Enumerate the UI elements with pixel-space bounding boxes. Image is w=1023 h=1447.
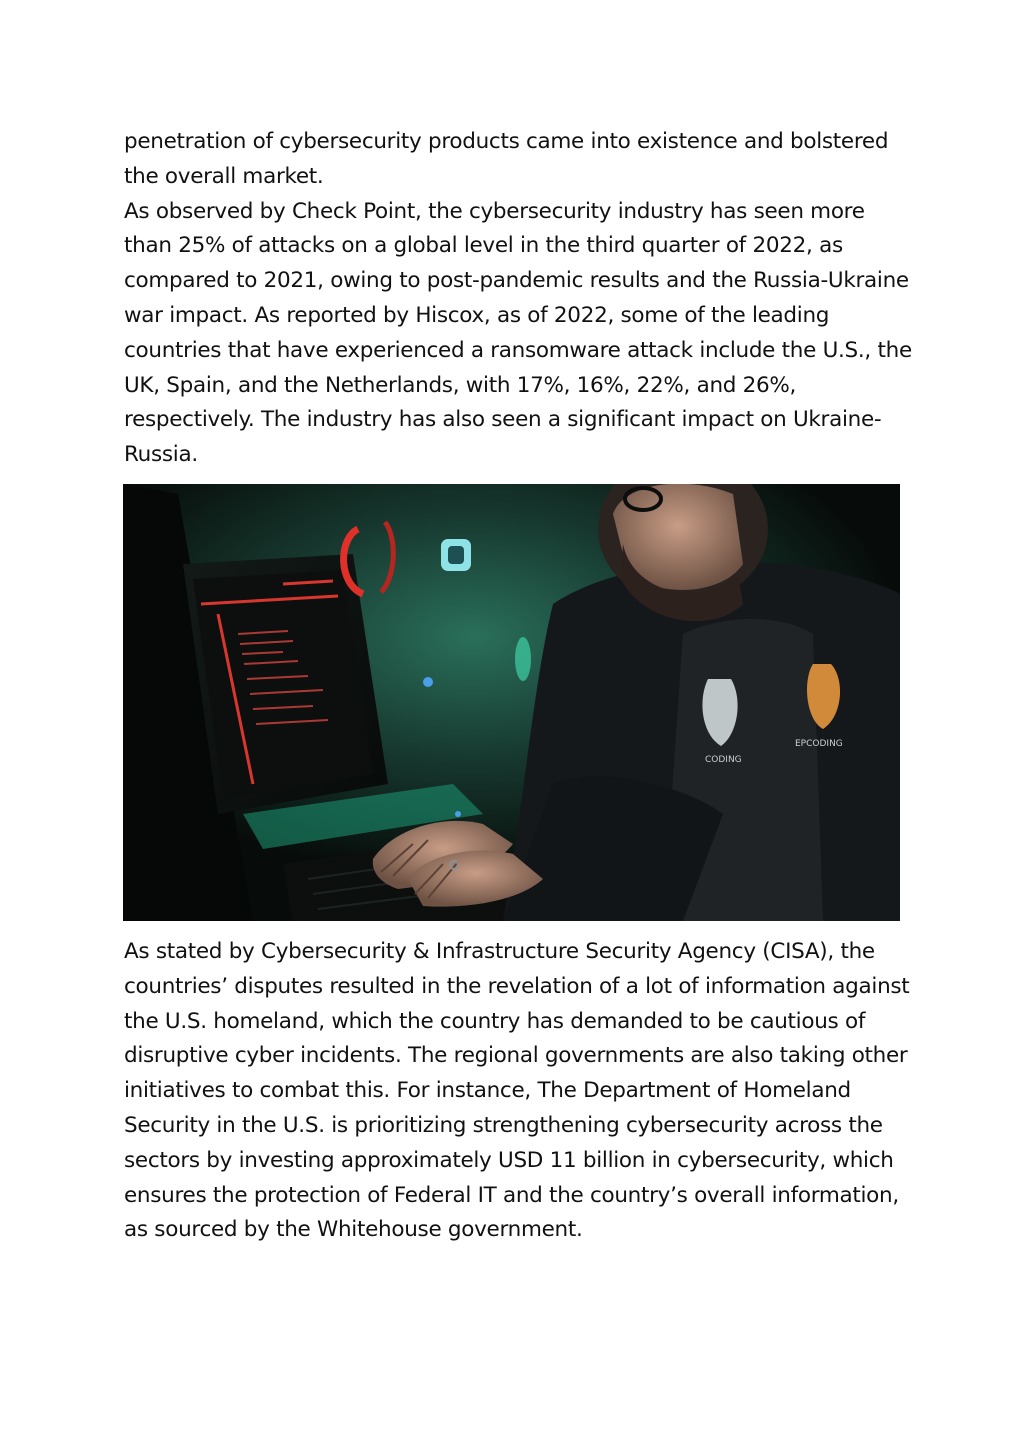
hacker-photo — [123, 484, 900, 921]
shirt-text-left: CODING — [705, 755, 742, 765]
paragraph: As stated by Cybersecurity & Infrastructure Security Agency (CISA), the countries’ disputes resulted in the revelation of a lot of information against the U.S. homeland, which the country has demanded to be cautious of disruptive cyber incidents. The regional governments are also taking other initiatives to combat this. For instance, The Department of Homeland Security in the U.S. is prioritizing strengthening cybersecurity across the sectors by investing approximately USD 11 billion in cybersecurity, which ensures the protection of Federal IT and the country’s overall information, as sourced by the Whitehouse government. — [124, 939, 910, 1243]
paragraph: As observed by Check Point, the cybersecurity industry has seen more than 25% of attacks on a global level in the third quarter of 2022, as compared to 2021, owing to post-pandemic results and the Russia-Ukraine war impact. As reported by Hiscox, as of 2022, some of the leading countries that have experienced a ransomware attack include the U.S., the UK, Spain, and the Netherlands, with 17%, 16%, 22%, and 26%, respectively. The industry has also seen a significant impact on Ukraine-Russia. — [124, 198, 912, 468]
text-block-top — [124, 125, 914, 473]
shirt-text-right: EPCODING — [795, 739, 843, 749]
paragraph: penetration of cybersecurity products came into existence and bolstered the overall market. — [124, 129, 889, 189]
text-block-bottom — [124, 935, 914, 1248]
